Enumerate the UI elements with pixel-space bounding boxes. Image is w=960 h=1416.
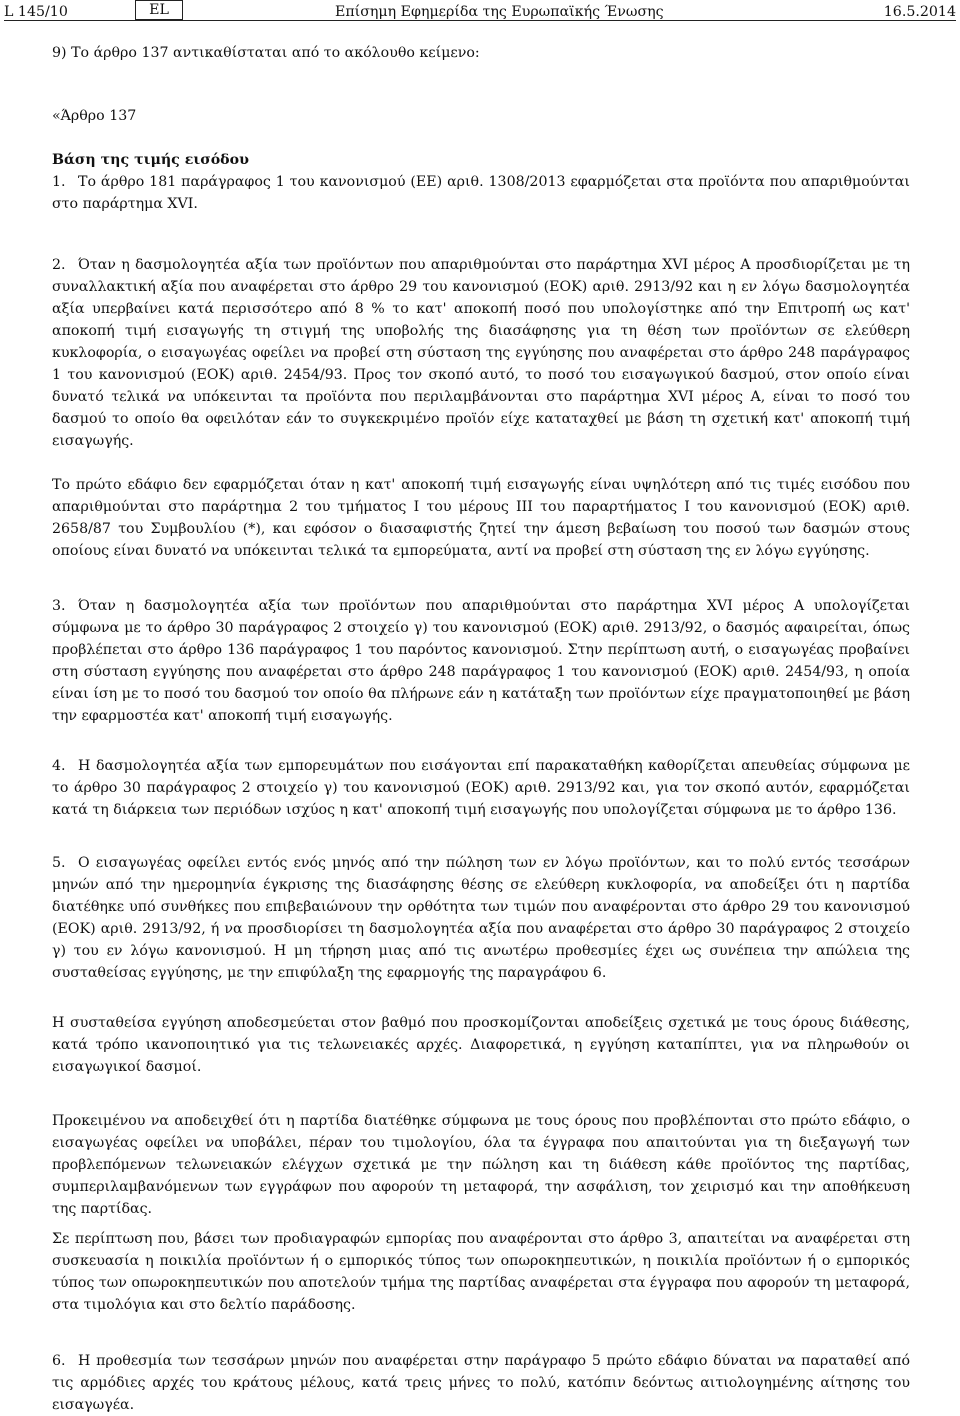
publication-date: 16.5.2014 xyxy=(883,4,956,20)
paragraph-4 xyxy=(52,755,910,821)
paragraph-3 xyxy=(52,595,910,727)
paragraph-5-subparagraph-4: Σε περίπτωση που, βάσει των προδιαγραφών εμπορίας που αναφέρονται στο άρθρο 3, απαιτείται να αναφέρεται στη συσκευασία η ποικιλία προϊόντων ή ο εμπορικός τύπος των οπωροκηπευτικών, η ποικιλία προϊόντων ή ο εμπορικός τύπος των οπωροκηπευτικών που αποτελούν τμήμα της παρτίδας αναφέρεται στα έγγραφα που αφορούν τη μεταφορά, στα τιμολόγια και στο δελτίο παράδοσης. xyxy=(52,1231,910,1313)
article-heading: Βάση της τιμής εισόδου xyxy=(52,152,249,168)
paragraph-2-subparagraph: Το πρώτο εδάφιο δεν εφαρμόζεται όταν η κατ' αποκοπή τιμή εισαγωγής είναι υψηλότερη από τις τιμές εισόδου που απαριθμούνται στο παράρτημα 2 του τμήματος I του μέρους III του παραρτήματος I του κανονισμού (ΕΟΚ) αριθ. 2658/87 του Συμβουλίου (*), και εφόσον ο διασαφιστής ζητεί την άμεση βεβαίωση του ποσού των δασμών στους οποίους είναι δυνατό να υπόκεινται τελικά τα εμπορεύματα, αντί να προβεί στη σύσταση της εν λόγω εγγύησης. xyxy=(52,477,910,559)
journal-title: Επίσημη Εφημερίδα της Ευρωπαϊκής Ένωσης xyxy=(335,4,664,20)
paragraph-5-subparagraph-2: Η συσταθείσα εγγύηση αποδεσμεύεται στον βαθμό που προσκομίζονται αποδείξεις σχετικά με τους όρους διάθεσης, κατά τρόπο ικανοποιητικό για τις τελωνειακές αρχές. Διαφορετικά, η εγγύηση καταπίπτει, για να πληρωθούν οι εισαγωγικοί δασμοί. xyxy=(52,1015,910,1075)
paragraph-number: 6. xyxy=(52,1353,66,1369)
paragraph-text: Το άρθρο 181 παράγραφος 1 του κανονισμού (ΕΕ) αριθ. 1308/2013 εφαρμόζεται στα προϊόντα που απαριθμούνται στο παράρτημα XVI. xyxy=(52,174,910,212)
page-reference: L 145/10 xyxy=(4,4,68,20)
paragraph-6 xyxy=(52,1350,910,1416)
header-divider xyxy=(4,20,956,21)
language-badge: EL xyxy=(135,0,183,20)
paragraph-text: Όταν η δασμολογητέα αξία των προϊόντων που απαριθμούνται στο παράρτημα XVI μέρος A προσδιορίζεται με τη συναλλακτική αξία που αναφέρεται στο άρθρο 29 του κανονισμού (ΕΟΚ) αριθ. 2913/92 και η εν λόγω δασμολογητέα αξία υπερβαίνει κατά περισσότερο από 8 % το κατ' αποκοπή ποσό που υπολογίστηκε από την Επιτροπή ως κατ' αποκοπή τιμή εισαγωγής τη στιγμή της υποβολής της διασάφησης για τη θέση των προϊόντων σε ελεύθερη κυκλοφορία, ο εισαγωγέας οφείλει να προβεί στη σύσταση της εγγύησης που αναφέρεται στο άρθρο 248 παράγραφος 1 του κανονισμού (ΕΟΚ) αριθ. 2454/93. Προς τον σκοπό αυτό, το ποσό του εισαγωγικού δασμού, στον οποίο είναι δυνατό τελικά να υπόκεινται τα προϊόντα που περιλαμβάνονται στο παράρτημα XVI μέρος A, είναι το ποσό του δασμού το οποίο θα οφειλόταν εάν το συγκεκριμένο προϊόν είχε καταταχθεί με βάση τη σχετική κατ' αποκοπή τιμή εισαγωγής. xyxy=(52,257,910,449)
paragraph-text: Η προθεσμία των τεσσάρων μηνών που αναφέρεται στην παράγραφο 5 πρώτο εδάφιο δύναται να παραταθεί από τις αρμόδιες αρχές του κράτους μέλους, κατά τρεις μήνες το πολύ, κατόπιν δεόντως αιτιολογημένης αίτησης του εισαγωγέα. xyxy=(52,1353,910,1413)
article-title: «Άρθρο 137 xyxy=(52,108,137,124)
amendment-intro: 9) Το άρθρο 137 αντικαθίσταται από το ακόλουθο κείμενο: xyxy=(52,45,480,61)
page-header xyxy=(0,0,960,22)
paragraph-number: 5. xyxy=(52,855,66,871)
paragraph-2 xyxy=(52,254,910,452)
paragraph-number: 2. xyxy=(52,257,66,273)
paragraph-number: 4. xyxy=(52,758,66,774)
paragraph-number: 1. xyxy=(52,174,66,190)
paragraph-number: 3. xyxy=(52,598,66,614)
paragraph-text: Η δασμολογητέα αξία των εμπορευμάτων που εισάγονται επί παρακαταθήκη καθορίζεται απευθείας σύμφωνα με το άρθρο 30 παράγραφος 2 στοιχείο γ) του κανονισμού (ΕΟΚ) αριθ. 2913/92 και, για τον σκοπό αυτόν, εφαρμόζεται κατά τη διάρκεια των περιόδων ισχύος η κατ' αποκοπή τιμή εισαγωγής που υπολογίζεται σύμφωνα με το άρθρο 136. xyxy=(52,758,910,818)
paragraph-5 xyxy=(52,852,910,984)
paragraph-text: Όταν η δασμολογητέα αξία των προϊόντων που απαριθμούνται στο παράρτημα XVI μέρος A υπολογίζεται σύμφωνα με το άρθρο 30 παράγραφος 2 στοιχείο γ) του κανονισμού (ΕΟΚ) αριθ. 2913/92, ο δασμός αφαιρείται, όπως προβλέπεται στο άρθρο 136 παράγραφος 1 του παρόντος κανονισμού. Στην περίπτωση αυτή, ο εισαγωγέας προβαίνει στη σύσταση εγγύησης που αναφέρεται στο άρθρο 248 παράγραφος 1 του κανονισμού (ΕΟΚ) αριθ. 2454/93, η οποία είναι ίση με το ποσό του δασμού τον οποίο θα πλήρωνε εάν η κατάταξη των προϊόντων είχε πραγματοποιηθεί με βάση την εφαρμοστέα κατ' αποκοπή τιμή εισαγωγής. xyxy=(52,598,910,724)
paragraph-5-subparagraph-3: Προκειμένου να αποδειχθεί ότι η παρτίδα διατέθηκε σύμφωνα με τους όρους που προβλέπονται στο πρώτο εδάφιο, ο εισαγωγέας οφείλει να υποβάλει, πέραν του τιμολογίου, όλα τα έγγραφα που απαιτούνται για τη διεξαγωγή των προβλεπόμενων τελωνειακών ελέγχων σχετικά με την πώληση και τη διάθεση κάθε προϊόντος της παρτίδας, συμπεριλαμβανόμενων των εγγράφων που αφορούν τη μεταφορά, την ασφάλιση, τον χειρισμό και την αποθήκευση της παρτίδας. xyxy=(52,1113,910,1217)
paragraph-1 xyxy=(52,171,910,215)
paragraph-text: Ο εισαγωγέας οφείλει εντός ενός μηνός από την πώληση των εν λόγω προϊόντων, και το πολύ εντός τεσσάρων μηνών από την ημερομηνία έγκρισης της διασάφησης θέσης σε ελεύθερη κυκλοφορία, να αποδείξει ότι η παρτίδα διατέθηκε υπό συνθήκες που επιβεβαιώνουν την ορθότητα των τιμών που αναφέρονται στο άρθρο 29 του κανονισμού (ΕΟΚ) αριθ. 2913/92, ή να προσδιορίσει τη δασμολογητέα αξία που αναφέρεται στο άρθρο 30 παράγραφος 2 στοιχείο γ) του εν λόγω κανονισμού. Η μη τήρηση μιας από τις ανωτέρω προθεσμίες έχει ως συνέπεια την απώλεια της συσταθείσας εγγύησης, με την επιφύλαξη της εφαρμογής της παραγράφου 6. xyxy=(52,855,910,981)
